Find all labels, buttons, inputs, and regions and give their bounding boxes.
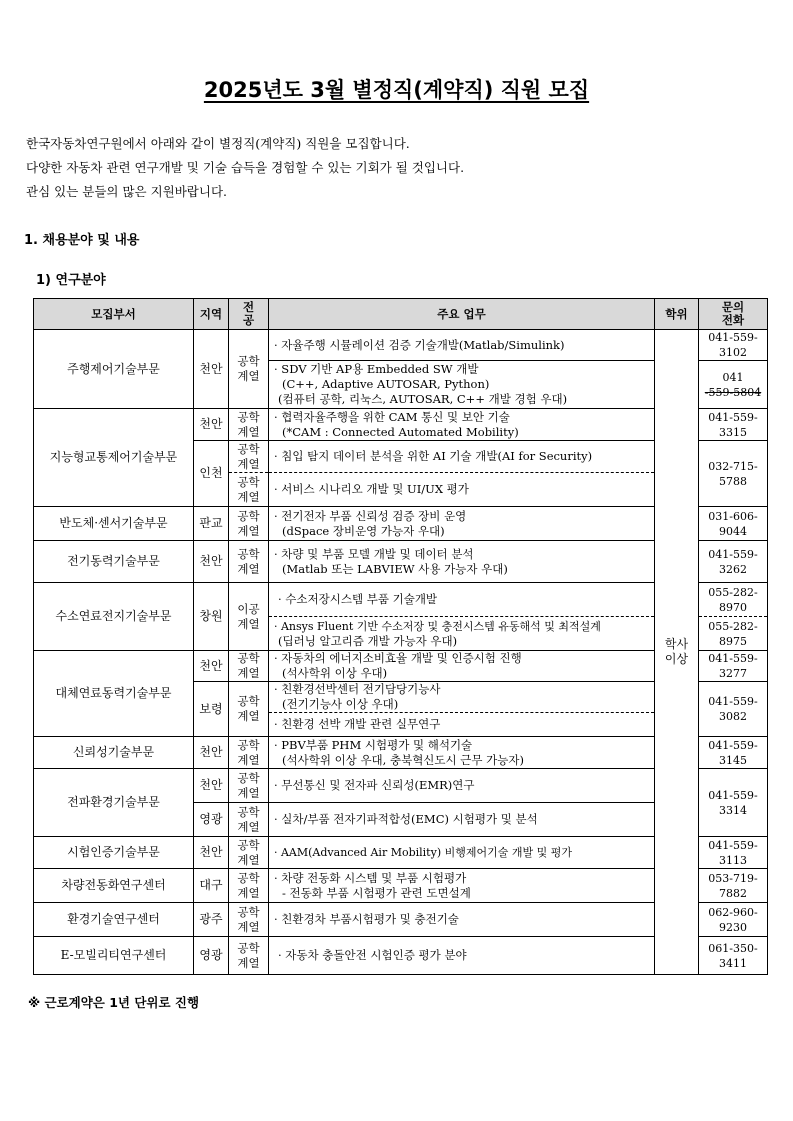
- contact-cell: 041-559-3113: [699, 837, 768, 869]
- duty-cell: · 전기전자 부품 신뢰성 검증 장비 운영 (dSpace 장비운영 가능자 우대): [269, 507, 655, 541]
- header-dept: 모집부서: [34, 299, 194, 330]
- region-cell: 천안: [194, 769, 229, 803]
- header-major: 전공: [229, 299, 269, 330]
- region-cell: 천안: [194, 737, 229, 769]
- dept-cell: 신뢰성기술부문: [34, 737, 194, 769]
- intro-line: 관심 있는 분들의 많은 지원바랍니다.: [26, 184, 227, 199]
- intro-paragraph: [26, 132, 464, 204]
- dept-cell: 시험인증기술부문: [34, 837, 194, 869]
- duty-cell: · 자율주행 시뮬레이션 검증 기술개발(Matlab/Simulink): [269, 330, 655, 361]
- duty-cell: · SDV 기반 AP용 Embedded SW 개발 (C++, Adaptive AUTOSAR, Python) (컴퓨터 공학, 리눅스, AUTOSAR, C++ 개발 경험 우대): [269, 361, 655, 409]
- major-cell: 공학계열: [229, 737, 269, 769]
- contact-cell: 053-719-7882: [699, 869, 768, 903]
- intro-line: 다양한 자동차 관련 연구개발 및 기술 습득을 경험할 수 있는 기회가 될 것입니다.: [26, 160, 465, 175]
- recruitment-table: [33, 298, 768, 975]
- major-cell: 공학계열: [229, 473, 269, 507]
- major-cell: 공학계열: [229, 441, 269, 473]
- major-cell: 공학계열: [229, 507, 269, 541]
- contact-cell: 041-559-3082: [699, 682, 768, 737]
- duty-cell: · AAM(Advanced Air Mobility) 비행제어기술 개발 및 평가: [269, 837, 655, 869]
- subsection-heading: 1) 연구분야: [36, 273, 106, 288]
- header-contact: 문의전화: [699, 299, 768, 330]
- region-cell: 창원: [194, 583, 229, 651]
- contact-cell: 055-282-8970: [699, 583, 768, 617]
- footnote: ※ 근로계약은 1년 단위로 진행: [28, 995, 200, 1010]
- dept-cell: E-모빌리티연구센터: [34, 937, 194, 975]
- duty-cell: · 수소저장시스템 부품 기술개발: [269, 583, 655, 617]
- contact-cell: 041-559-3262: [699, 541, 768, 583]
- contact-cell: 041-559-3145: [699, 737, 768, 769]
- region-cell: 보령: [194, 682, 229, 737]
- duty-cell: · 차량 및 부품 모델 개발 및 데이터 분석 (Matlab 또는 LABVIEW 사용 가능자 우대): [269, 541, 655, 583]
- region-cell: 천안: [194, 541, 229, 583]
- duty-cell: · Ansys Fluent 기반 수소저장 및 충전시스템 유동해석 및 최적설계 (딥러닝 알고리즘 개발 가능자 우대): [269, 617, 655, 651]
- contact-cell: 041-559-3315: [699, 409, 768, 441]
- major-cell: 공학계열: [229, 541, 269, 583]
- region-cell: 대구: [194, 869, 229, 903]
- table-header-row: [34, 299, 768, 330]
- major-cell: 공학계열: [229, 803, 269, 837]
- region-cell: 영광: [194, 803, 229, 837]
- duty-cell: · 무선통신 및 전자파 신뢰성(EMR)연구: [269, 769, 655, 803]
- region-cell: 천안: [194, 409, 229, 441]
- dept-cell: 환경기술연구센터: [34, 903, 194, 937]
- major-cell: 공학계열: [229, 769, 269, 803]
- region-cell: 영광: [194, 937, 229, 975]
- dept-cell: 반도체·센서기술부문: [34, 507, 194, 541]
- major-cell: 공학계열: [229, 651, 269, 682]
- major-cell: 공학계열: [229, 409, 269, 441]
- major-cell: 공학계열: [229, 682, 269, 737]
- dept-cell: 차량전동화연구센터: [34, 869, 194, 903]
- dept-cell: 전기동력기술부문: [34, 541, 194, 583]
- contact-cell: 041-559-3102: [699, 330, 768, 361]
- contact-cell: 062-960-9230: [699, 903, 768, 937]
- duty-cell: · 친환경차 부품시험평가 및 충전기술: [269, 903, 655, 937]
- duty-cell: · 실차/부품 전자기파적합성(EMC) 시험평가 및 분석: [269, 803, 655, 837]
- header-degree: 학위: [655, 299, 699, 330]
- major-cell: 공학계열: [229, 903, 269, 937]
- header-region: 지역: [194, 299, 229, 330]
- contact-cell: 031-606-9044: [699, 507, 768, 541]
- duty-cell: · 친환경선박센터 전기담당기능사 (전기기능사 이상 우대): [269, 682, 655, 713]
- duty-cell: · PBV부품 PHM 시험평가 및 해석기술 (석사학위 이상 우대, 충북혁신도시 근무 가능자): [269, 737, 655, 769]
- duty-cell: · 서비스 시나리오 개발 및 UI/UX 평가: [269, 473, 655, 507]
- region-cell: 인천: [194, 441, 229, 507]
- duty-cell: · 자동차 충돌안전 시험인증 평가 분야: [269, 937, 655, 975]
- duty-cell: · 침입 탐지 데이터 분석을 위한 AI 기술 개발(AI for Security): [269, 441, 655, 473]
- dept-cell: 지능형교통제어기술부문: [34, 409, 194, 507]
- page-title: 2025년도 3월 별정직(계약직) 직원 모집: [203, 78, 590, 102]
- region-cell: 천안: [194, 651, 229, 682]
- dept-cell: 대체연료동력기술부문: [34, 651, 194, 737]
- contact-cell: 032-715-5788: [699, 441, 768, 507]
- table-row: [34, 330, 768, 361]
- region-cell: 천안: [194, 837, 229, 869]
- duty-cell: · 친환경 선박 개발 관련 실무연구: [269, 713, 655, 737]
- major-cell: 공학계열: [229, 869, 269, 903]
- section-heading: 1. 채용분야 및 내용: [24, 233, 140, 248]
- duty-cell: · 협력자율주행을 위한 CAM 통신 및 보안 기술 (*CAM : Connected Automated Mobility): [269, 409, 655, 441]
- duty-cell: · 차량 전동화 시스템 및 부품 시험평가 - 전동화 부품 시험평가 관련 도면설계: [269, 869, 655, 903]
- major-cell: 공학계열: [229, 330, 269, 409]
- header-duty: 주요 업무: [269, 299, 655, 330]
- major-cell: 공학계열: [229, 837, 269, 869]
- major-cell: 공학계열: [229, 937, 269, 975]
- intro-line: 한국자동차연구원에서 아래와 같이 별정직(계약직) 직원을 모집합니다.: [26, 136, 410, 151]
- contact-cell: 041-559-3314: [699, 769, 768, 837]
- region-cell: 광주: [194, 903, 229, 937]
- major-cell: 이공계열: [229, 583, 269, 651]
- region-cell: 판교: [194, 507, 229, 541]
- contact-cell: 055-282-8975: [699, 617, 768, 651]
- contact-cell: 061-350-3411: [699, 937, 768, 975]
- duty-cell: · 자동차의 에너지소비효율 개발 및 인증시험 진행 (석사학위 이상 우대): [269, 651, 655, 682]
- dept-cell: 전파환경기술부문: [34, 769, 194, 837]
- degree-cell: 학사이상: [655, 330, 699, 975]
- dept-cell: 수소연료전지기술부문: [34, 583, 194, 651]
- dept-cell: 주행제어기술부문: [34, 330, 194, 409]
- contact-cell: 041 -559-5804: [699, 361, 768, 409]
- region-cell: 천안: [194, 330, 229, 409]
- contact-cell: 041-559-3277: [699, 651, 768, 682]
